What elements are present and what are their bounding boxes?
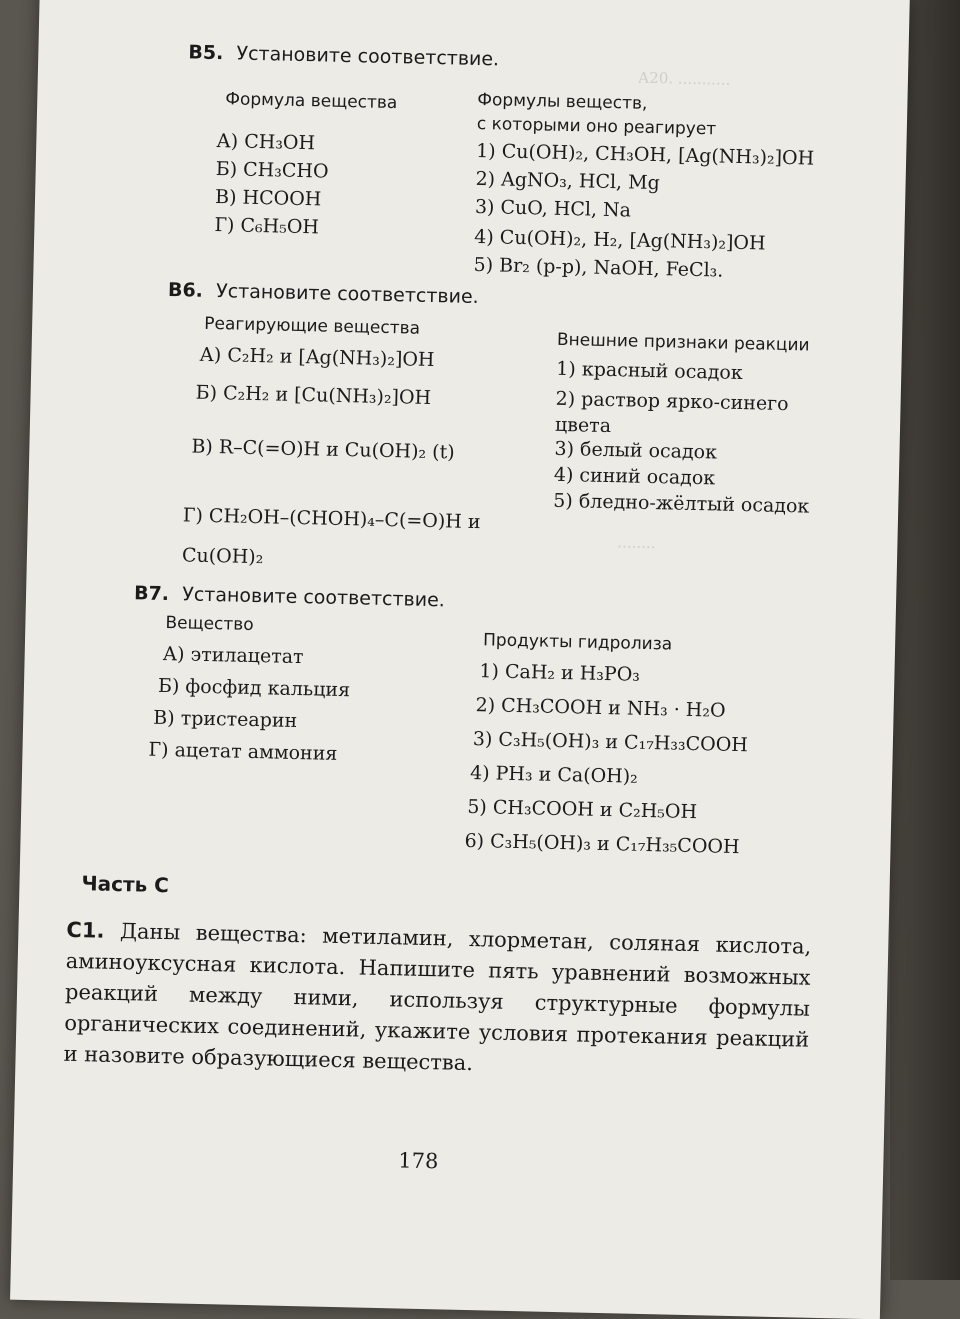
b6-left-c: В) R–C(=O)H и Cu(OH)₂ (t) xyxy=(191,435,455,464)
b7-left-a: А) этилацетат xyxy=(162,642,304,669)
b6-right-5: 5) бледно-жёлтый осадок xyxy=(553,489,810,518)
b7-right-5: 5) CH₃COOH и C₂H₅OH xyxy=(467,795,698,824)
part-c-heading: Часть С xyxy=(81,871,170,898)
c1-task xyxy=(63,915,811,1087)
b7-right-2: 2) CH₃COOH и NH₃ · H₂O xyxy=(475,694,726,722)
book-page xyxy=(10,0,910,1319)
b7-right-6: 6) C₃H₅(OH)₃ и C₁₇H₃₅COOH xyxy=(464,829,740,859)
b6-right-4: 4) синий осадок xyxy=(553,463,716,490)
b5-heading: B5. Установите соответствие. xyxy=(188,41,500,71)
b6-right-3: 3) белый осадок xyxy=(554,437,718,464)
b5-right-1: 1) Cu(OH)₂, CH₃OH, [Ag(NH₃)₂]OH xyxy=(475,139,815,170)
c1-number: С1. xyxy=(66,917,105,943)
b7-right-3: 3) C₃H₅(OH)₃ и C₁₇H₃₃COOH xyxy=(472,728,749,757)
b6-heading: B6. Установите соответствие. xyxy=(167,278,479,309)
b5-right-5: 5) Br₂ (р-р), NaOH, FeCl₃. xyxy=(473,253,724,282)
c1-text: Даны вещества: метиламин, хлорметан, соляная кислота, аминоуксусная кислота. Напишите пять уравнений возможных реакций между ними, используя структурные формулы органических соединений, укажите условия протекания реакций и назовите образующиеся вещества. xyxy=(63,919,812,1076)
b6-left-header: Реагирующие вещества xyxy=(204,313,421,339)
show-through-text: ........ xyxy=(617,533,656,553)
b5-right-header-2: с которыми оно реагирует xyxy=(476,113,717,140)
b6-right-1: 1) красный осадок xyxy=(556,357,743,385)
b5-right-4: 4) Cu(OH)₂, H₂, [Ag(NH₃)₂]OH xyxy=(474,225,766,255)
b7-right-1: 1) CaH₂ и H₃PO₃ xyxy=(479,660,641,686)
b6-left-a: А) C₂H₂ и [Ag(NH₃)₂]OH xyxy=(199,343,435,372)
show-through-text: А20. ........... xyxy=(637,68,731,89)
b6-right-2: 2) раствор ярко-синего цвета xyxy=(554,387,789,438)
b7-right-header: Продукты гидролиза xyxy=(482,630,673,655)
b7-left-d: Г) ацетат аммония xyxy=(148,738,338,765)
b6-left-b: Б) C₂H₂ и [Cu(NH₃)₂]OH xyxy=(195,381,432,409)
b7-heading: B7. Установите соответствие. xyxy=(133,582,446,612)
b5-right-2: 2) AgNO₃, HCl, Mg xyxy=(475,167,661,195)
b5-left-c: В) HCOOH xyxy=(214,186,322,211)
b5-left-header: Формула вещества xyxy=(225,89,398,114)
b7-left-header: Вещество xyxy=(165,613,254,636)
b7-right-4: 4) PH₃ и Ca(OH)₂ xyxy=(469,761,639,788)
b5-right-3: 3) CuO, HCl, Na xyxy=(474,195,632,222)
b6-right-header: Внешние признаки реакции xyxy=(556,329,810,356)
b5-left-a: А) CH₃OH xyxy=(216,130,316,155)
page-number: 178 xyxy=(398,1148,439,1174)
b7-left-c: В) тристеарин xyxy=(153,706,298,733)
b5-left-d: Г) C₆H₅OH xyxy=(214,214,320,239)
b6-left-d: Г) CH₂OH–(CHOH)₄–C(=O)H и Cu(OH)₂ xyxy=(181,504,481,569)
b5-right-header-1: Формулы веществ, xyxy=(477,89,648,114)
b5-left-b: Б) CH₃CHO xyxy=(215,158,329,183)
b7-left-b: Б) фосфид кальция xyxy=(157,674,351,702)
